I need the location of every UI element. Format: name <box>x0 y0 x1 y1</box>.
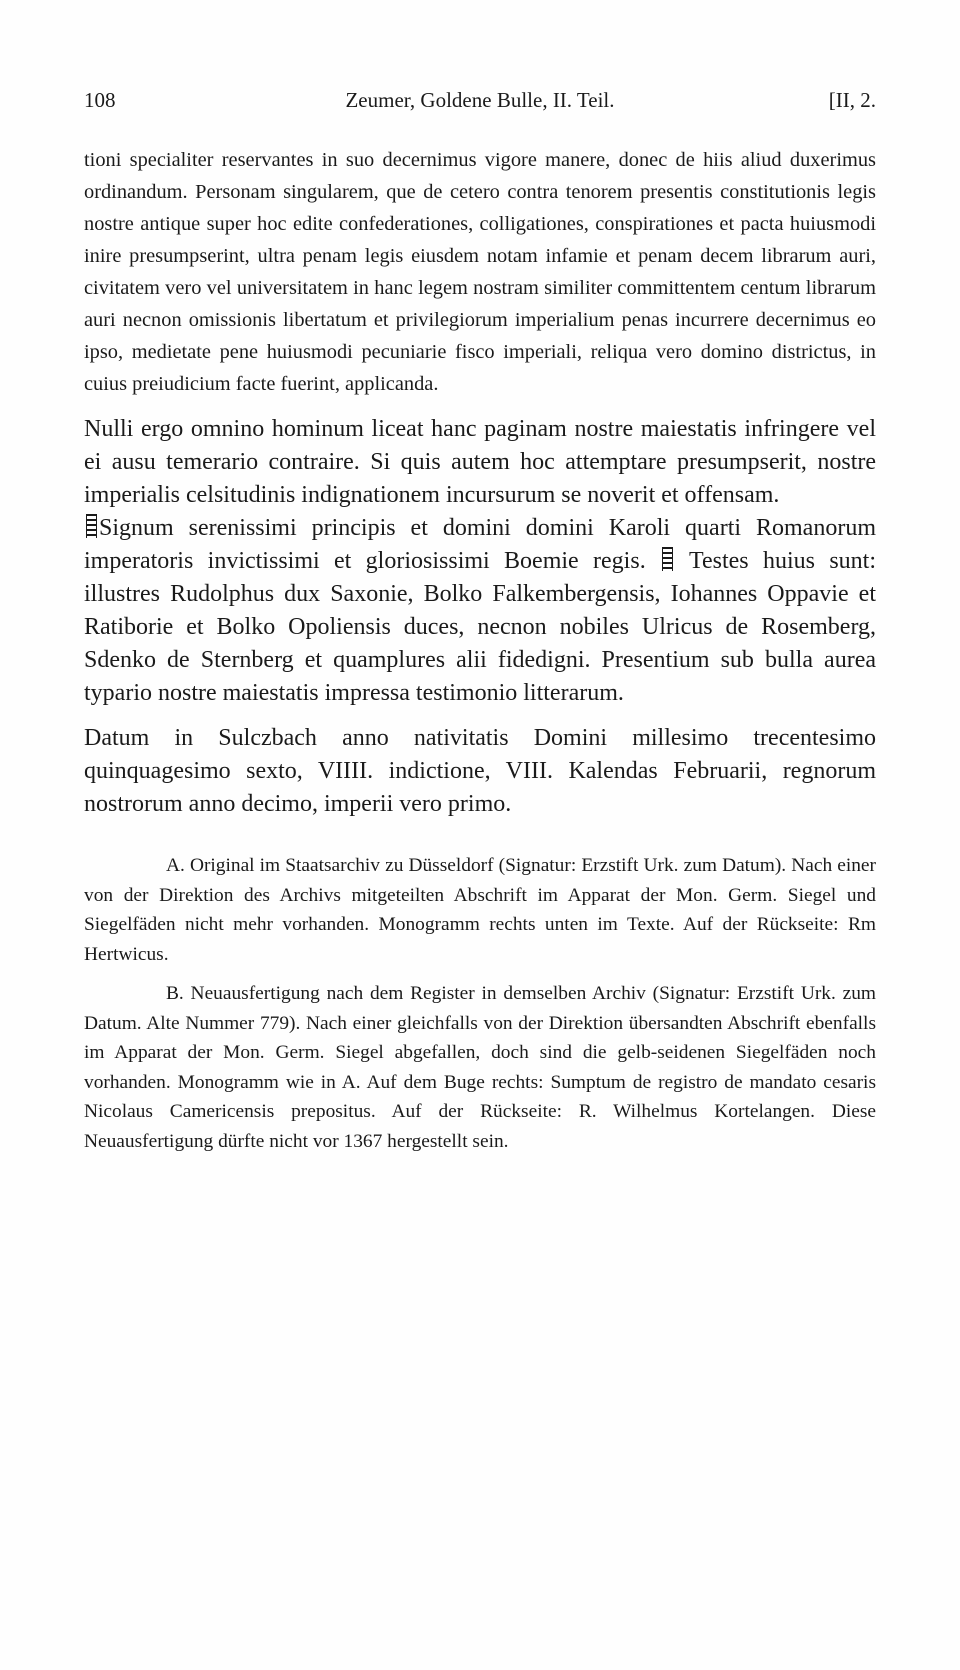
note-b: B. Neuausfertigung nach dem Register in demselben Archiv (Signatur: Erzstift Urk. zum Datum. Alte Nummer 779). Nach einer gleichfalls von der Direktion übersandten Abschrift ebenfalls im Apparat der Mon. Germ. Siegel abgefallen, doch sind die gelb-seidenen Siegelfäden noch vorhanden. Monogramm wie in A. Auf dem Buge rechts: Sumptum de registro de mandato cesaris Nicolaus Camericensis prepositus. Auf der Rückseite: R. Wilhelmus Kortelangen. Diese Neuausfertigung dürfte nicht vor 1367 hergestellt sein. <box>84 983 876 1152</box>
signum-text: Signum serenissimi principis et domini domini Karoli quarti Romanorum imperatoris invictissimi et gloriosissimi Boemie regis. <box>84 515 876 574</box>
paragraph-continuation: tioni specialiter reservantes in suo decernimus vigore manere, donec de hiis aliud duxerimus ordinandum. Personam singularem, que de cetero contra tenorem presentis constitutionis legis nostre antique super hoc edite confederationes, colligationes, conspirationes et pacta huiusmodi inire presumpserint, ultra penam legis eiusdem notam infamie et penam decem librarum auri, civitatem vero vel universitatem in hanc legem nostram similiter committentem centum librarum auri necnon omissionis libertatum et privilegiorum imperialium penas incurrere decernimus eo ipso, medietate pene huiusmodi pecuniarie fisco imperiali, reliqua vero domino districtus, in cuius preiudicium facte fuerint, applicanda. <box>84 149 876 395</box>
note-a: A. Original im Staatsarchiv zu Düsseldorf (Signatur: Erzstift Urk. zum Datum). Nach einer von der Direktion des Archivs mitgeteilten Abschrift im Apparat der Mon. Germ. Siegel und Siegelfäden nicht mehr vorhanden. Monogramm rechts unten im Texte. Auf der Rückseite: Rm Hertwicus. <box>84 855 876 965</box>
monogram-mark-icon <box>86 514 97 538</box>
running-title: Zeumer, Goldene Bulle, II. Teil. <box>345 88 615 112</box>
paragraph-datum: Datum in Sulczbach anno nativitatis Domini millesimo trecentesimo quinquagesimo sexto, VIIII. indictione, VIII. Kalendas Februarii, regnorum nostrorum anno decimo, imperii vero primo. <box>84 725 876 817</box>
apparatus-notes <box>84 851 876 1156</box>
page-body <box>84 144 876 1156</box>
monogram-mark-icon <box>662 547 673 571</box>
page-number: 108 <box>84 88 116 112</box>
running-header <box>84 88 876 124</box>
sanctio-text: Nulli ergo omnino hominum liceat hanc paginam nostre maiestatis infringere vel ei ausu temerario contraire. Si quis autem hoc attemptare presumpserit, nostre imperialis celsitudinis indignationem incursurum se noverit et offensam. <box>84 416 876 508</box>
paragraph-sanctio <box>84 413 876 710</box>
section-marker: [II, 2. <box>828 88 876 112</box>
testes-text: Testes huius sunt: illustres Rudolphus dux Saxonie, Bolko Falkembergensis, Iohannes Oppavie et Ratiborie et Bolko Opoliensis duces, necnon nobiles Ulricus de Rosemberg, Sdenko de Sternberg et quamplures alii fidedigni. Presentium sub bulla aurea typario nostre maiestatis impressa testimonio litterarum. <box>84 548 877 706</box>
